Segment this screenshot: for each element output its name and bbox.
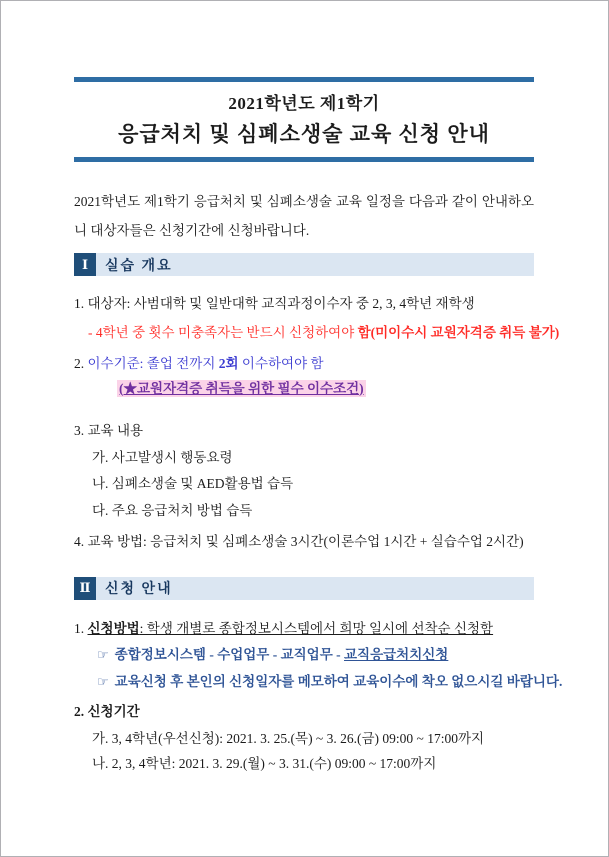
section2-header [74,577,534,600]
title-top-bar [74,77,534,82]
section1-title: 실습 개요 [105,258,173,274]
warning-text-normal: - 4학년 중 횟수 미충족자는 반드시 신청하여야 [88,324,358,340]
pointer-icon: ☞ [97,648,109,664]
apply-item-number: 1. [74,620,88,636]
section1-header [74,253,534,276]
memo-reminder-line [74,674,563,691]
document-title-block [74,77,534,162]
apply-method-description: : 학생 개별로 종합정보시스템에서 희망 일시에 선착순 신청함 [139,620,494,636]
education-content-sub2: 나. 심폐소생술 및 AED활용법 습득 [92,476,294,492]
section1-number-badge: Ⅰ [74,253,96,276]
application-period-sub2: 나. 2, 3, 4학년: 2021. 3. 29.(월) ~ 3. 31.(수) 09:00 ~ 17:00까지 [92,756,437,772]
completion-standard-item [74,356,534,372]
highlighted-note-text: (★교원자격증 취득을 위한 필수 이수조건) [119,380,364,396]
education-content-item: 3. 교육 내용 [74,423,144,439]
memo-reminder-text: 교육신청 후 본인의 신청일자를 메모하여 교육이수에 착오 없으시길 바랍니다. [114,674,563,690]
system-path-text: 종합정보시스템 - 수업업무 - 교직업무 - [114,647,345,663]
application-period-sub1: 가. 3, 4학년(우선신청): 2021. 3. 25.(목) ~ 3. 26.(금) 09:00 ~ 17:00까지 [92,730,485,746]
target-audience-warning [74,324,560,341]
apply-method-label: 신청방법 [87,620,140,636]
item2-count-bold: 2회 [218,356,239,372]
pointer-icon: ☞ [97,675,109,691]
application-period-item: 2. 신청기간 [74,704,140,720]
section2-title: 신청 안내 [105,582,173,598]
system-path-menu-link: 교직응급처치신청 [344,647,449,663]
system-path-line [74,647,534,664]
intro-paragraph: 2021학년도 제1학기 응급처치 및 심폐소생술 교육 일정을 다음과 같이 안내하오니 대상자들은 신청기간에 신청바랍니다. [74,194,534,239]
item2-text1: 이수기준: 졸업 전까지 [87,356,219,372]
item2-number: 2. [74,356,88,372]
document-subtitle: 2021학년도 제1학기 [228,94,380,113]
document-title: 응급처치 및 심폐소생술 교육 신청 안내 [118,122,490,146]
certificate-requirement-note [74,381,534,397]
title-bottom-bar [74,157,534,162]
target-audience-item: 1. 대상자: 사범대학 및 일반대학 교직과정이수자 중 2, 3, 4학년 재학생 [74,296,475,312]
education-content-sub3: 다. 주요 응급처치 방법 습득 [92,502,253,518]
section2-number-badge: Ⅱ [74,577,96,600]
education-method-item: 4. 교육 방법: 응급처치 및 심폐소생술 3시간(이론수업 1시간 + 실습수업 2시간) [74,534,524,550]
warning-text-bold: 함(미이수시 교원자격증 취득 불가) [357,324,560,340]
education-content-sub1: 가. 사고발생시 행동요령 [92,449,233,465]
application-method-item [74,621,534,637]
item2-text2: 이수하여야 함 [238,356,324,372]
apply-method-underlined [88,621,494,636]
